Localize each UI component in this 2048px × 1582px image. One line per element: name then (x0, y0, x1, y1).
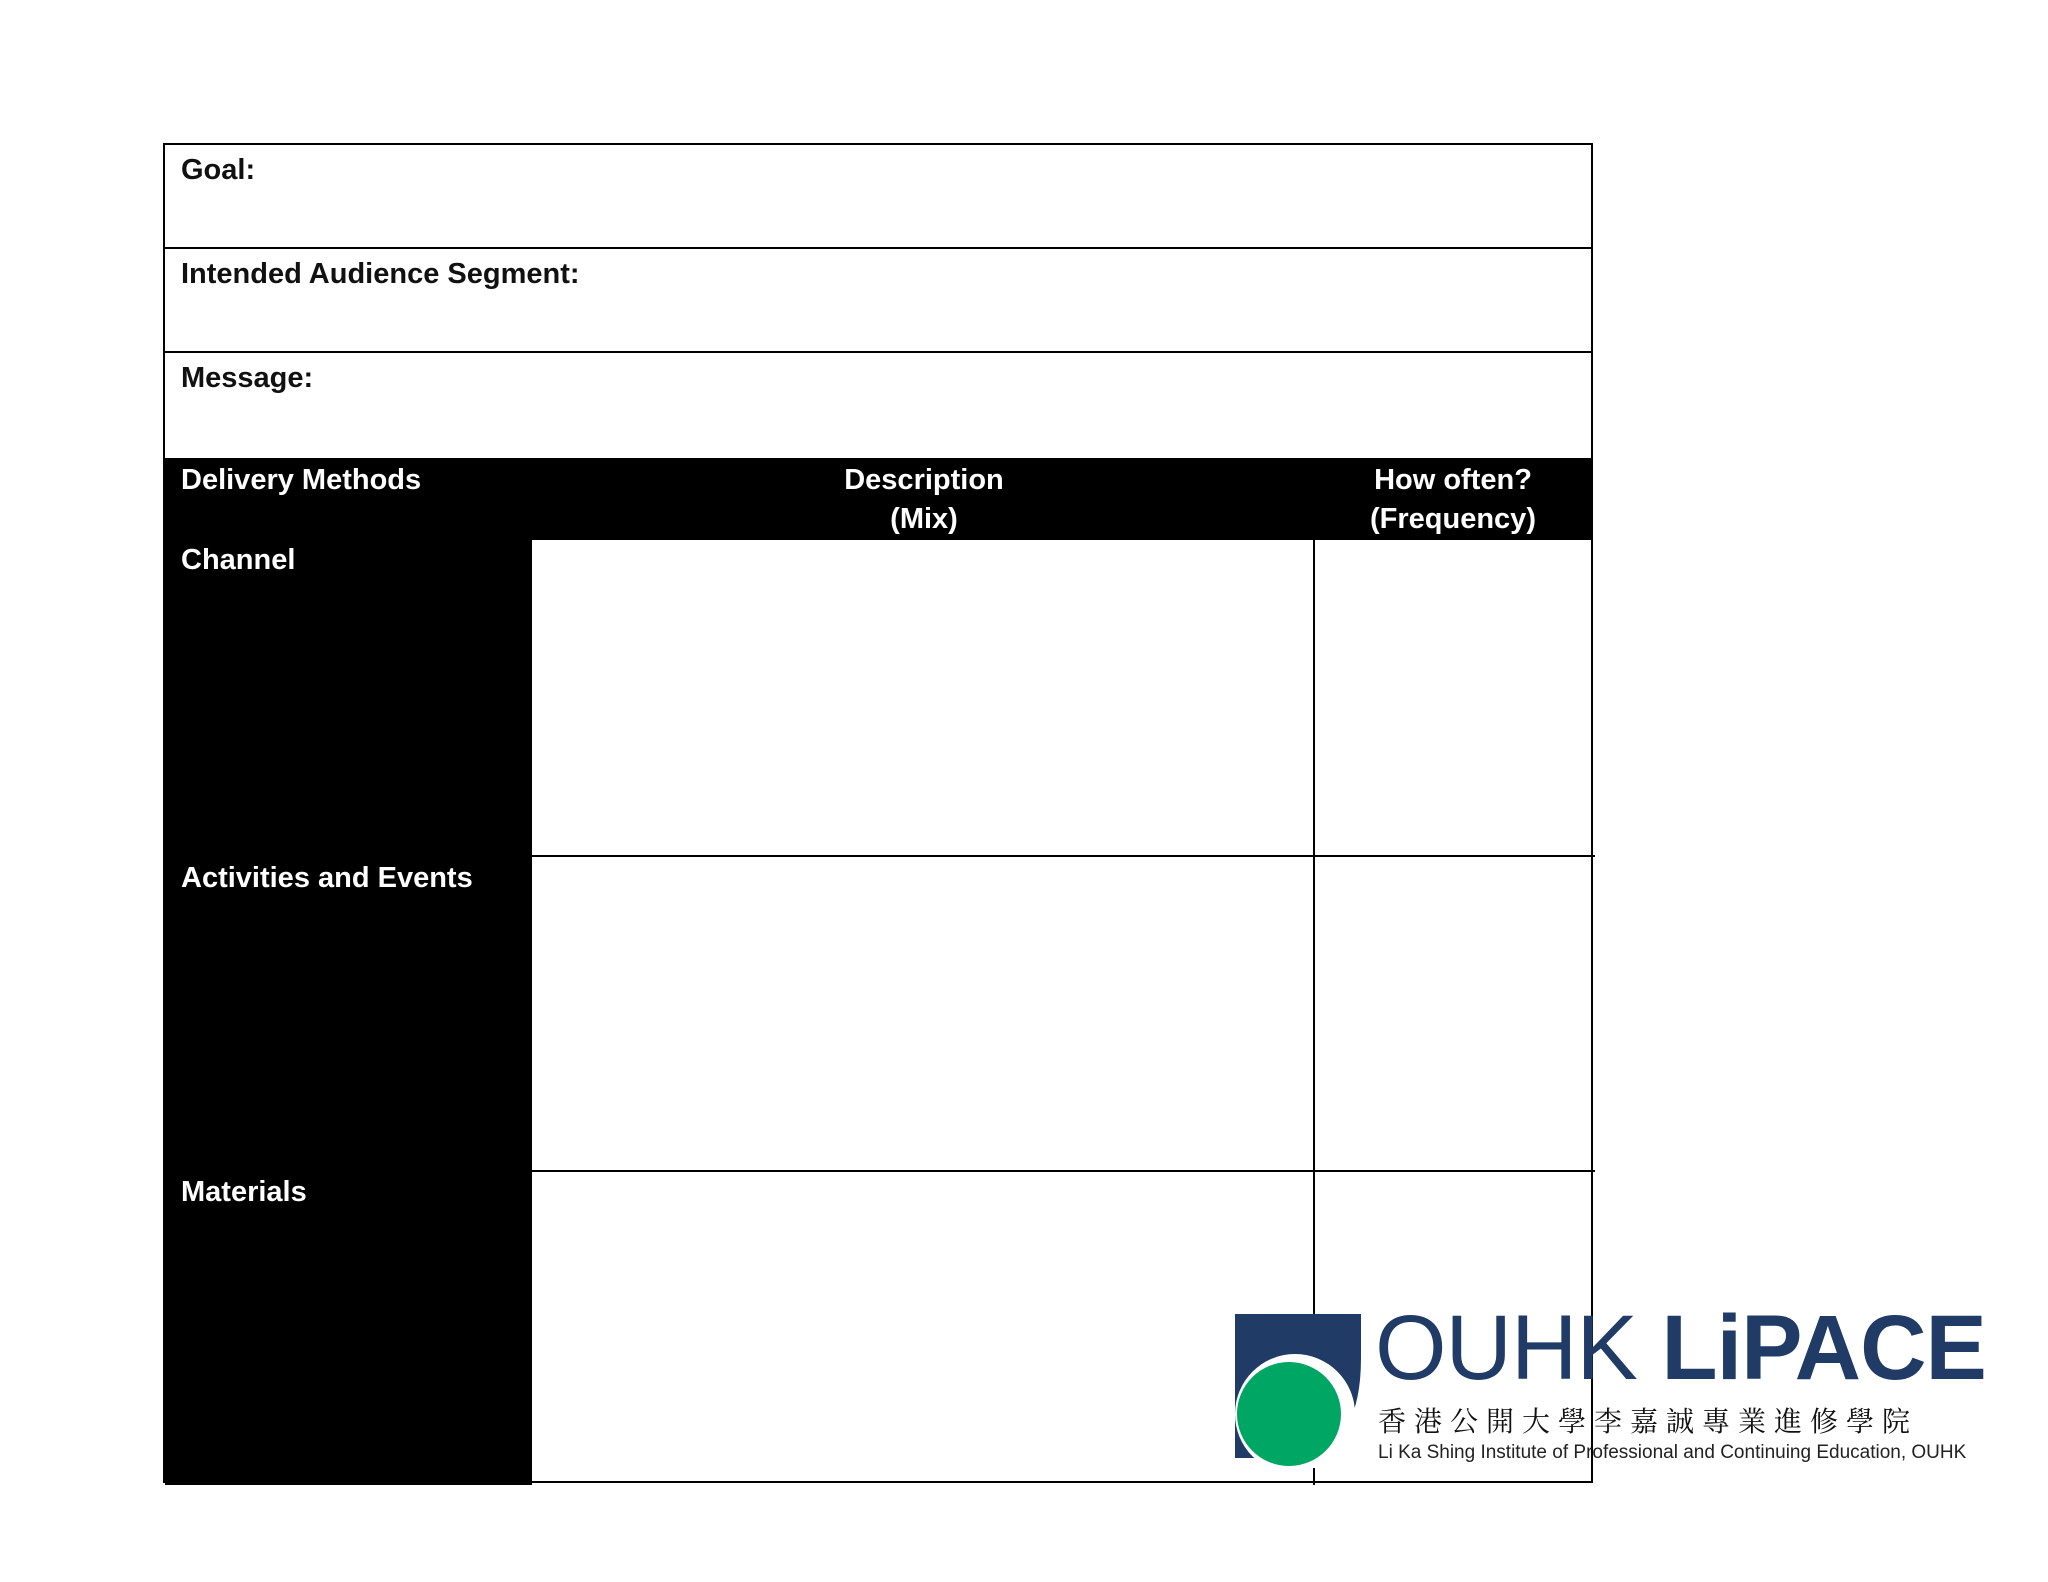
description-header-line1: Description (844, 464, 1004, 496)
row-divider-1 (532, 855, 1595, 857)
logo-subtitle: Li Ka Shing Institute of Professional and Continuing Education, OUHK (1378, 1442, 1967, 1463)
frequency-header-line2: (Frequency) (1370, 503, 1536, 535)
goal-label: Goal: (181, 154, 256, 186)
materials-description-cell[interactable] (532, 1172, 1313, 1483)
table-header (165, 458, 1591, 540)
delivery-methods-header: Delivery Methods (181, 464, 422, 496)
activities-description-cell[interactable] (532, 857, 1313, 1170)
channel-description-cell[interactable] (532, 540, 1313, 855)
message-row[interactable] (165, 353, 1591, 458)
logo-chinese-name: 香港公開大學李嘉誠專業進修學院 (1378, 1405, 1919, 1438)
goal-row[interactable] (165, 145, 1591, 249)
audience-label: Intended Audience Segment: (181, 258, 580, 290)
row-label-activities-events: Activities and Events (181, 862, 473, 894)
logo-name-lipace: LiPACE (1661, 1297, 1986, 1399)
communication-plan-form (163, 143, 1593, 1483)
description-header (535, 461, 1313, 539)
shield-emblem-icon (1232, 1308, 1372, 1468)
ouhk-lipace-logo (1232, 1297, 1986, 1468)
delivery-methods-column (165, 540, 532, 1485)
channel-frequency-cell[interactable] (1315, 540, 1593, 855)
logo-name-ouhk: OUHK (1375, 1297, 1662, 1399)
activities-frequency-cell[interactable] (1315, 857, 1593, 1170)
row-label-materials: Materials (181, 1176, 307, 1208)
frequency-header-line1: How often? (1374, 464, 1532, 496)
frequency-header (1313, 461, 1593, 539)
row-divider-2 (532, 1170, 1595, 1172)
audience-row[interactable] (165, 249, 1591, 353)
logo-wordmark (1375, 1296, 1986, 1401)
description-header-line2: (Mix) (890, 503, 958, 535)
row-label-channel: Channel (181, 544, 296, 576)
message-label: Message: (181, 362, 314, 394)
